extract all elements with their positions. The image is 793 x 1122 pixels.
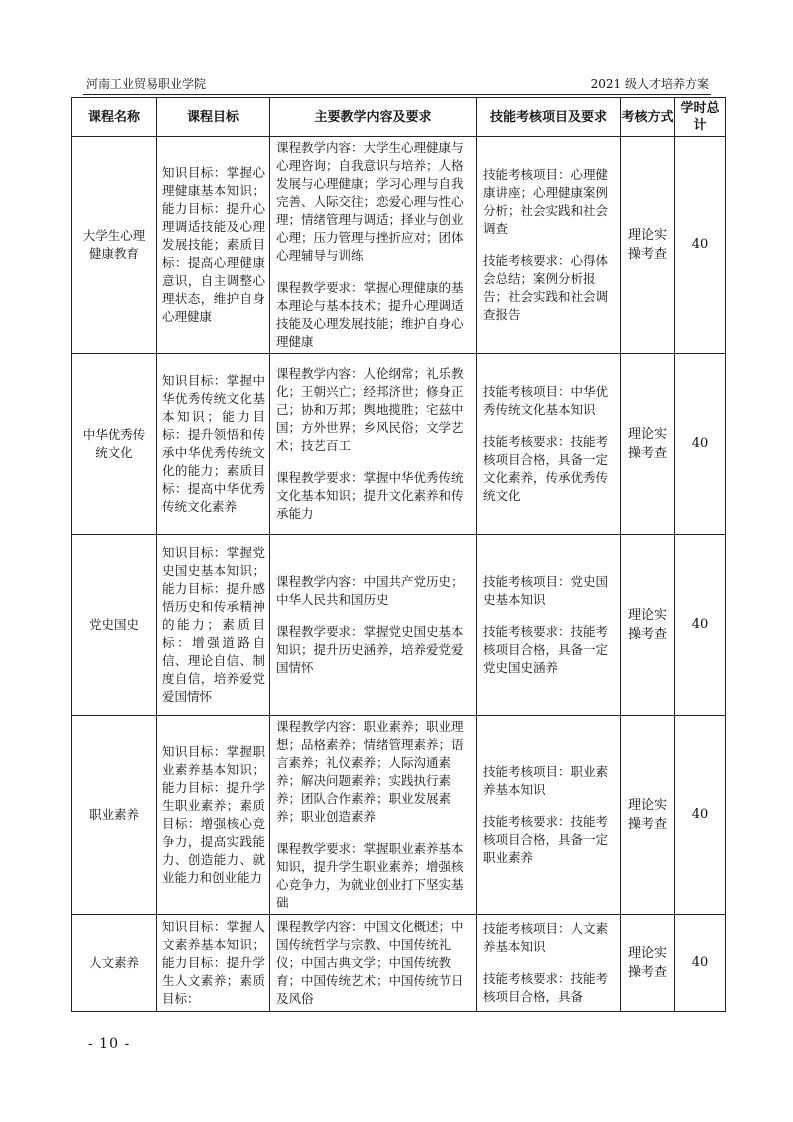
total-hours: 40 (675, 915, 726, 1012)
course-name: 大学生心理健康教育 (72, 137, 157, 354)
content-requirements: 课程教学要求：掌握心理健康的基本理论与基本技术；提升心理调适技能及心理发展技能；维护自身心理健康 (276, 280, 464, 349)
skill-assessment (477, 137, 621, 354)
col-header-method: 考核方式 (621, 98, 675, 137)
skill-requirements: 技能考核要求：技能考核项目合格，具备一定文化素养，传承优秀传统文化 (483, 434, 609, 503)
assessment-method: 理论实操考查 (621, 535, 675, 716)
content-topics: 课程教学内容：人伦纲常；礼乐教化；王朝兴亡；经邦济世；修身正己；协和万邦；舆地揽胜；宅兹中国；方外世界；乡风民俗；文学艺术；技艺百工 (276, 366, 464, 453)
skill-items: 技能考核项目：党史国史基本知识 (483, 574, 609, 607)
table-row (72, 716, 726, 915)
total-hours: 40 (675, 137, 726, 354)
content-topics: 课程教学内容：职业素养；职业理想；品格素养；情绪管理素养；语言素养；礼仪素养；人际沟通素养；解决问题素养；实践执行素养；团队合作素养；职业发展素养；职业创造素养 (276, 719, 464, 824)
page-header (83, 76, 711, 92)
total-hours: 40 (675, 354, 726, 535)
skill-assessment (477, 915, 621, 1012)
course-content (270, 137, 477, 354)
col-header-name: 课程名称 (72, 98, 157, 137)
total-hours: 40 (675, 716, 726, 915)
skill-requirements: 技能考核要求：技能考核项目合格，具备一定党史国史涵养 (483, 624, 609, 675)
table-row (72, 915, 726, 1012)
table-row (72, 535, 726, 716)
course-table (71, 97, 726, 1012)
skill-assessment (477, 535, 621, 716)
skill-assessment (477, 354, 621, 535)
skill-requirements: 技能考核要求：技能考核项目合格，具备 (483, 971, 609, 1004)
course-content (270, 535, 477, 716)
col-header-goal: 课程目标 (157, 98, 270, 137)
course-goal: 知识目标：掌握人文素养基本知识；能力目标：提升学生人文素养；素质目标： (157, 915, 270, 1012)
col-header-skill: 技能考核项目及要求 (477, 98, 621, 137)
skill-items: 技能考核项目：心理健康讲座；心理健康案例分析；社会实践和社会调查 (483, 167, 609, 236)
assessment-method: 理论实操考查 (621, 354, 675, 535)
course-goal: 知识目标：掌握心理健康基本知识；能力目标：提升心理调适技能及心理发展技能；素质目标：提高心理健康意识，自主调整心理状态，维护自身心理健康 (157, 137, 270, 354)
header-rule (83, 94, 711, 95)
content-requirements: 课程教学要求：掌握党史国史基本知识；提升历史涵养，培养爱党爱国情怀 (276, 624, 464, 675)
skill-items: 技能考核项目：中华优秀传统文化基本知识 (483, 384, 609, 417)
content-topics: 课程教学内容：中国共产党历史；中华人民共和国历史 (276, 574, 464, 607)
total-hours: 40 (675, 535, 726, 716)
course-name: 党史国史 (72, 535, 157, 716)
table-row (72, 137, 726, 354)
col-header-hours: 学时总计 (675, 98, 726, 137)
assessment-method: 理论实操考查 (621, 915, 675, 1012)
course-content (270, 915, 477, 1012)
skill-requirements: 技能考核要求：心得体会总结；案例分析报告；社会实践和社会调查报告 (483, 253, 609, 322)
table-header-row (72, 98, 726, 137)
content-requirements: 课程教学要求：掌握职业素养基本知识，提升学生职业素养；增强核心竞争力，为就业创业打下坚实基础 (276, 841, 464, 910)
course-goal: 知识目标：掌握中华优秀传统文化基本知识；能力目标：提升领悟和传承中华优秀传统文化的能力；素质目标：提高中华优秀传统文化素养 (157, 354, 270, 535)
course-name: 中华优秀传统文化 (72, 354, 157, 535)
skill-assessment (477, 716, 621, 915)
page-number: - 10 - (88, 1036, 131, 1052)
course-content (270, 716, 477, 915)
skill-items: 技能考核项目：职业素养基本知识 (483, 764, 609, 797)
content-topics: 课程教学内容：大学生心理健康与心理咨询；自我意识与培养；人格发展与心理健康；学习心理与自我完善、人际交往；恋爱心理与性心理；情绪管理与调适；择业与创业心理；压力管理与挫折应对；团体心理辅导与训练 (276, 140, 464, 263)
course-goal: 知识目标：掌握职业素养基本知识；能力目标：提升学生职业素养；素质目标：增强核心竞争力，提高实践能力、创造能力、就业能力和创业能力 (157, 716, 270, 915)
col-header-content: 主要教学内容及要求 (270, 98, 477, 137)
content-requirements: 课程教学要求：掌握中华优秀传统文化基本知识；提升文化素养和传承能力 (276, 470, 464, 521)
header-school-name: 河南工业贸易职业学院 (86, 77, 207, 91)
course-goal: 知识目标：掌握党史国史基本知识；能力目标：提升感悟历史和传承精神的能力；素质目标：增强道路自信、理论自信、制度自信，培养爱党爱国情怀 (157, 535, 270, 716)
assessment-method: 理论实操考查 (621, 137, 675, 354)
assessment-method: 理论实操考查 (621, 716, 675, 915)
header-plan-title: 2021 级人才培养方案 (590, 77, 709, 91)
content-topics: 课程教学内容：中国文化概述；中国传统哲学与宗教、中国传统礼仪；中国古典文学；中国传统教育；中国传统艺术；中国传统节日及风俗 (276, 919, 464, 1006)
course-name: 人文素养 (72, 915, 157, 1012)
table-row (72, 354, 726, 535)
course-name: 职业素养 (72, 716, 157, 915)
skill-items: 技能考核项目：人文素养基本知识 (483, 921, 609, 954)
course-content (270, 354, 477, 535)
skill-requirements: 技能考核要求：技能考核项目合格，具备一定职业素养 (483, 814, 609, 865)
